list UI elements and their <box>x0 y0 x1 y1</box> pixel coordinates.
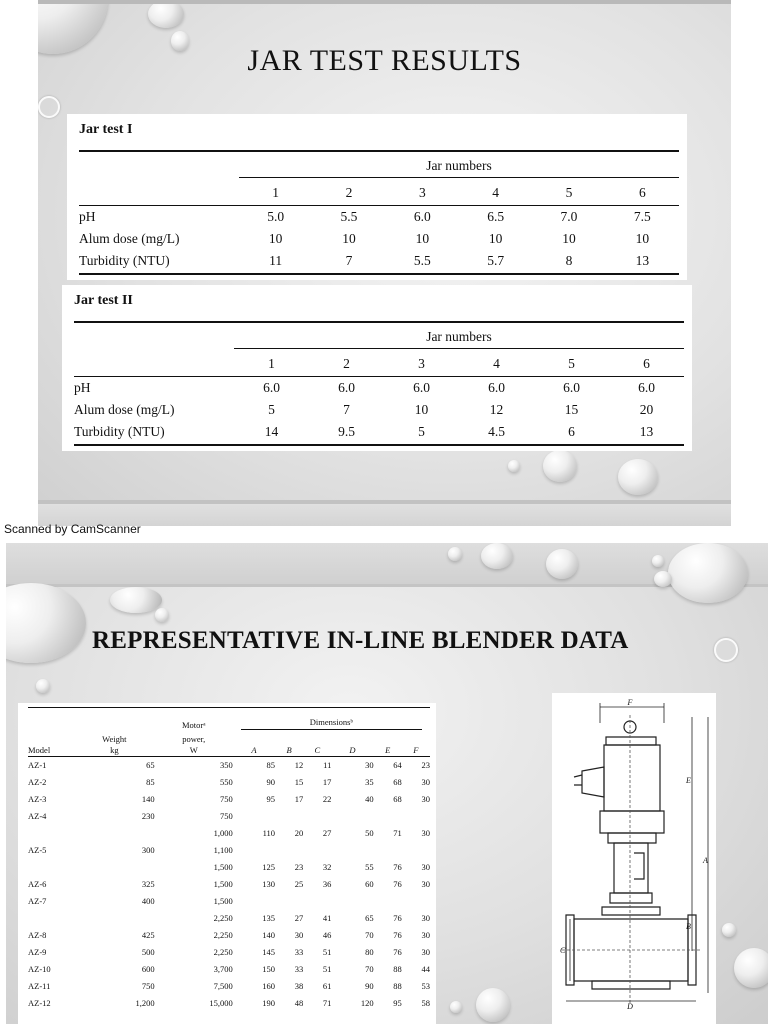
model-cell: AZ-4 <box>28 811 47 821</box>
cell: 10 <box>268 231 283 246</box>
decorative-drop <box>722 923 736 937</box>
cell: 10 <box>635 231 650 246</box>
jar-number: 5 <box>532 180 605 206</box>
weight-unit-header: kg <box>74 744 155 757</box>
cell: 6.0 <box>413 209 431 224</box>
cell: 17 <box>322 777 332 787</box>
model-cell <box>28 910 74 927</box>
slide-inline-blender-data <box>6 543 768 1024</box>
cell: 150 <box>262 964 276 974</box>
cell <box>275 842 303 859</box>
cell: 11 <box>323 760 332 771</box>
model-cell <box>28 859 74 876</box>
jar-number: 2 <box>312 180 385 206</box>
row-label: Turbidity (NTU) <box>79 250 239 274</box>
cell: 55 <box>365 862 374 872</box>
row-label: pH <box>79 209 96 224</box>
decorative-drop <box>668 543 748 603</box>
model-cell: AZ-9 <box>28 947 47 957</box>
cell: 30 <box>421 828 430 838</box>
cell <box>402 808 430 825</box>
row-label: Alum dose (mg/L) <box>79 231 180 246</box>
cell: 190 <box>262 998 276 1008</box>
cell: 68 <box>393 777 402 787</box>
jar-number: 3 <box>386 180 459 206</box>
decorative-drop <box>476 988 510 1022</box>
cell: 600 <box>141 964 155 974</box>
cell: 1,500 <box>213 879 233 889</box>
dim-label-f: F <box>627 698 633 707</box>
jar-number: 6 <box>606 180 679 206</box>
cell: 750 <box>220 794 233 804</box>
cell: 85 <box>146 777 155 787</box>
blender-dimension-diagram <box>552 693 716 1024</box>
decorative-drop <box>36 679 50 693</box>
cell: 10 <box>342 231 356 246</box>
dim-label-c: C <box>560 946 566 955</box>
decorative-drop <box>508 460 520 472</box>
cell: 5.5 <box>340 209 358 224</box>
model-cell: AZ-2 <box>28 777 47 787</box>
cell: 110 <box>262 828 276 838</box>
cell: 20 <box>639 402 654 417</box>
cell: 51 <box>322 964 332 974</box>
decorative-drop <box>450 1001 462 1013</box>
decorative-drop <box>481 543 513 569</box>
cell: 120 <box>360 998 374 1008</box>
cell: 68 <box>393 794 402 804</box>
decorative-drop <box>652 555 664 567</box>
cell: 140 <box>262 930 276 940</box>
motor-unit-header: W <box>155 744 233 757</box>
cell: 71 <box>393 828 402 838</box>
cell: 30 <box>421 930 430 940</box>
cell: 9.5 <box>309 421 384 445</box>
cell: 12 <box>294 760 304 771</box>
cell: 325 <box>141 879 155 889</box>
cell: 1,100 <box>213 845 233 855</box>
cell <box>74 859 155 876</box>
cell: 95 <box>266 794 276 804</box>
model-cell <box>28 825 74 842</box>
cell: 6.0 <box>263 380 280 395</box>
jar-number: 4 <box>459 351 534 377</box>
cell: 17 <box>294 794 304 804</box>
cell: 6.5 <box>487 209 505 224</box>
cell: 36 <box>322 879 332 889</box>
table-row <box>79 250 679 274</box>
cell: 65 <box>365 913 374 923</box>
model-cell: AZ-12 <box>28 998 51 1008</box>
table-heading: Jar test II <box>74 293 133 308</box>
cell <box>233 842 275 859</box>
cell: 550 <box>220 777 233 787</box>
cell: 25 <box>294 879 304 889</box>
cell: 40 <box>365 794 374 804</box>
jar-test-1-table <box>67 114 687 280</box>
cell: 13 <box>606 250 679 274</box>
cell: 750 <box>141 981 155 991</box>
dim-label-d: D <box>627 1002 633 1011</box>
table-row <box>28 910 430 927</box>
cell: 1,500 <box>213 896 233 906</box>
cell: 145 <box>262 947 276 957</box>
blender-data-table <box>18 703 436 1024</box>
cell: 6.0 <box>563 380 580 395</box>
cell: 27 <box>322 828 332 838</box>
decorative-drop <box>714 638 738 662</box>
cell: 7 <box>312 250 385 274</box>
cell: 14 <box>234 421 309 445</box>
cell: 76 <box>393 879 402 889</box>
jar-number: 1 <box>239 180 312 206</box>
slide-title: JAR TEST RESULTS <box>247 44 522 77</box>
cell: 6.0 <box>488 380 505 395</box>
cell: 76 <box>393 913 402 923</box>
weight-header: Weight <box>102 733 127 744</box>
cell: 58 <box>421 998 430 1008</box>
cell: 70 <box>365 930 374 940</box>
slide-footer-band <box>38 500 731 526</box>
table-row <box>28 791 430 808</box>
cell: 2,250 <box>213 947 233 957</box>
cell: 140 <box>141 794 155 804</box>
motor-header-2: power, <box>182 733 206 744</box>
slide-jar-test-results <box>38 0 731 526</box>
table-row <box>28 944 430 961</box>
model-cell: AZ-6 <box>28 879 47 889</box>
cell: 230 <box>141 811 155 821</box>
cell: 76 <box>393 930 402 940</box>
cell: 60 <box>365 879 374 889</box>
model-cell: AZ-1 <box>28 760 47 771</box>
cell: 70 <box>365 964 374 974</box>
cell: 10 <box>415 231 430 246</box>
cell <box>233 893 275 910</box>
cell: 22 <box>322 794 332 804</box>
cell: 80 <box>365 947 374 957</box>
cell: 15 <box>294 777 304 787</box>
cell: 425 <box>141 930 155 940</box>
table-row <box>28 961 430 978</box>
cell: 95 <box>393 998 402 1008</box>
cell: 44 <box>421 964 430 974</box>
dimensions-header: Dimensionsᵇ <box>241 717 422 730</box>
cell: 7.5 <box>633 209 651 224</box>
decorative-drop <box>38 96 60 118</box>
table-row <box>28 876 430 893</box>
model-cell: AZ-10 <box>28 964 51 974</box>
cell: 23 <box>294 862 304 872</box>
model-cell: AZ-5 <box>28 845 47 855</box>
table-row <box>28 893 430 910</box>
cell: 88 <box>393 964 402 974</box>
cell: 15,000 <box>209 998 233 1008</box>
table-row <box>28 842 430 859</box>
dim-label-e: E <box>686 776 691 785</box>
cell: 35 <box>365 777 374 787</box>
blender-drawing <box>552 693 716 1024</box>
cell: 33 <box>294 947 304 957</box>
jar-number: 4 <box>459 180 532 206</box>
cell: 5 <box>268 402 275 417</box>
jar-number: 6 <box>609 351 684 377</box>
cell: 1,200 <box>135 998 155 1008</box>
cell <box>74 910 155 927</box>
cell: 64 <box>393 760 402 771</box>
jar-test-2-table <box>62 285 692 451</box>
cell: 5.7 <box>459 250 532 274</box>
cell: 5 <box>384 421 459 445</box>
table-row <box>79 206 679 229</box>
cell <box>374 808 402 825</box>
cell: 2,250 <box>213 930 233 940</box>
decorative-drop <box>654 571 672 587</box>
cell: 2,250 <box>213 913 233 923</box>
cell: 350 <box>220 760 233 771</box>
cell: 1,000 <box>213 828 233 838</box>
cell: 750 <box>220 811 233 821</box>
table-row <box>74 421 684 445</box>
cell: 11 <box>239 250 312 274</box>
jar-number: 3 <box>384 351 459 377</box>
cell <box>74 825 155 842</box>
cell: 50 <box>365 828 374 838</box>
cell: 1,500 <box>213 862 233 872</box>
cell: 20 <box>294 828 304 838</box>
cell: 32 <box>322 862 332 872</box>
cell: 27 <box>294 913 304 923</box>
cell: 4.5 <box>459 421 534 445</box>
dim-header: A <box>233 744 275 757</box>
cell: 30 <box>421 862 430 872</box>
dim-header: F <box>402 744 430 757</box>
cell: 65 <box>146 760 155 771</box>
cell <box>303 808 331 825</box>
cell: 48 <box>294 998 304 1008</box>
cell <box>331 842 373 859</box>
cell: 76 <box>393 947 402 957</box>
decorative-drop <box>6 583 86 663</box>
table-row <box>74 399 684 421</box>
table-row <box>28 825 430 842</box>
dim-header: E <box>374 744 402 757</box>
cell: 85 <box>266 760 276 771</box>
cell <box>303 893 331 910</box>
cell <box>303 842 331 859</box>
table-row <box>79 228 679 250</box>
cell: 10 <box>562 231 576 246</box>
dim-header: D <box>331 744 373 757</box>
jar-number: 1 <box>234 351 309 377</box>
cell: 51 <box>322 947 332 957</box>
cell <box>233 808 275 825</box>
decorative-drop <box>148 0 184 28</box>
cell <box>374 893 402 910</box>
table-row <box>28 995 430 1012</box>
cell: 38 <box>294 981 304 991</box>
cell: 30 <box>294 930 304 940</box>
cell: 41 <box>322 913 332 923</box>
cell: 30 <box>365 760 374 771</box>
cell: 125 <box>262 862 276 872</box>
cell: 135 <box>262 913 276 923</box>
table-row <box>28 757 430 774</box>
decorative-drop <box>546 549 578 579</box>
cell: 53 <box>421 981 430 991</box>
scanner-watermark: Scanned by CamScanner <box>4 522 141 536</box>
decorative-drop <box>618 459 658 495</box>
decorative-drop <box>110 587 162 613</box>
cell: 8 <box>532 250 605 274</box>
cell: 46 <box>322 930 332 940</box>
jar-number: 2 <box>309 351 384 377</box>
cell: 5.5 <box>386 250 459 274</box>
table-row <box>28 774 430 791</box>
dim-header: B <box>275 744 303 757</box>
cell: 10 <box>488 231 503 246</box>
cell: 6 <box>534 421 609 445</box>
cell: 76 <box>393 862 402 872</box>
cell: 30 <box>421 913 430 923</box>
decorative-drop <box>734 948 768 988</box>
decorative-drop <box>448 547 462 561</box>
cell: 7.0 <box>560 209 578 224</box>
cell: 400 <box>141 896 155 906</box>
cell: 7 <box>343 402 350 417</box>
jar-numbers-label: Jar numbers <box>234 329 684 349</box>
motor-header: Motorᵃ <box>155 708 233 730</box>
jar-number: 5 <box>534 351 609 377</box>
cell: 30 <box>421 879 430 889</box>
cell: 5.0 <box>267 209 285 224</box>
model-cell: AZ-8 <box>28 930 47 940</box>
decorative-drop <box>155 608 169 622</box>
decorative-drop <box>543 450 577 482</box>
model-cell: AZ-11 <box>28 981 51 991</box>
cell <box>331 808 373 825</box>
cell: 33 <box>294 964 304 974</box>
cell: 500 <box>141 947 155 957</box>
cell: 30 <box>421 947 430 957</box>
cell <box>275 808 303 825</box>
cell <box>374 842 402 859</box>
row-label: pH <box>74 380 91 395</box>
row-label: Turbidity (NTU) <box>74 421 234 445</box>
cell: 90 <box>365 981 374 991</box>
table-row <box>74 377 684 400</box>
cell: 23 <box>421 760 430 771</box>
cell: 10 <box>414 402 429 417</box>
cell: 130 <box>262 879 276 889</box>
model-cell: AZ-7 <box>28 896 47 906</box>
cell <box>402 893 430 910</box>
cell: 15 <box>564 402 579 417</box>
cell: 61 <box>322 981 332 991</box>
dim-label-b: B <box>686 922 691 931</box>
model-header: Model <box>28 744 74 757</box>
table-row <box>28 859 430 876</box>
cell: 6.0 <box>413 380 430 395</box>
table-heading: Jar test I <box>79 122 133 137</box>
cell: 71 <box>322 998 332 1008</box>
cell: 30 <box>421 794 430 804</box>
cell: 6.0 <box>638 380 655 395</box>
cell: 88 <box>393 981 402 991</box>
table-row <box>28 808 430 825</box>
table-row <box>28 978 430 995</box>
cell: 12 <box>489 402 504 417</box>
cell: 6.0 <box>338 380 355 395</box>
cell <box>331 893 373 910</box>
row-label: Alum dose (mg/L) <box>74 402 175 417</box>
cell: 300 <box>141 845 155 855</box>
cell: 160 <box>262 981 276 991</box>
cell: 7,500 <box>213 981 233 991</box>
cell: 30 <box>421 777 430 787</box>
cell: 13 <box>609 421 684 445</box>
table-row <box>28 927 430 944</box>
slide-title: REPRESENTATIVE IN-LINE BLENDER DATA <box>92 627 629 654</box>
cell <box>402 842 430 859</box>
model-cell: AZ-3 <box>28 794 47 804</box>
cell: 90 <box>266 777 276 787</box>
dim-label-a: A <box>703 856 708 865</box>
cell <box>275 893 303 910</box>
dim-header: C <box>303 744 331 757</box>
jar-numbers-label: Jar numbers <box>239 158 679 178</box>
cell: 3,700 <box>213 964 233 974</box>
